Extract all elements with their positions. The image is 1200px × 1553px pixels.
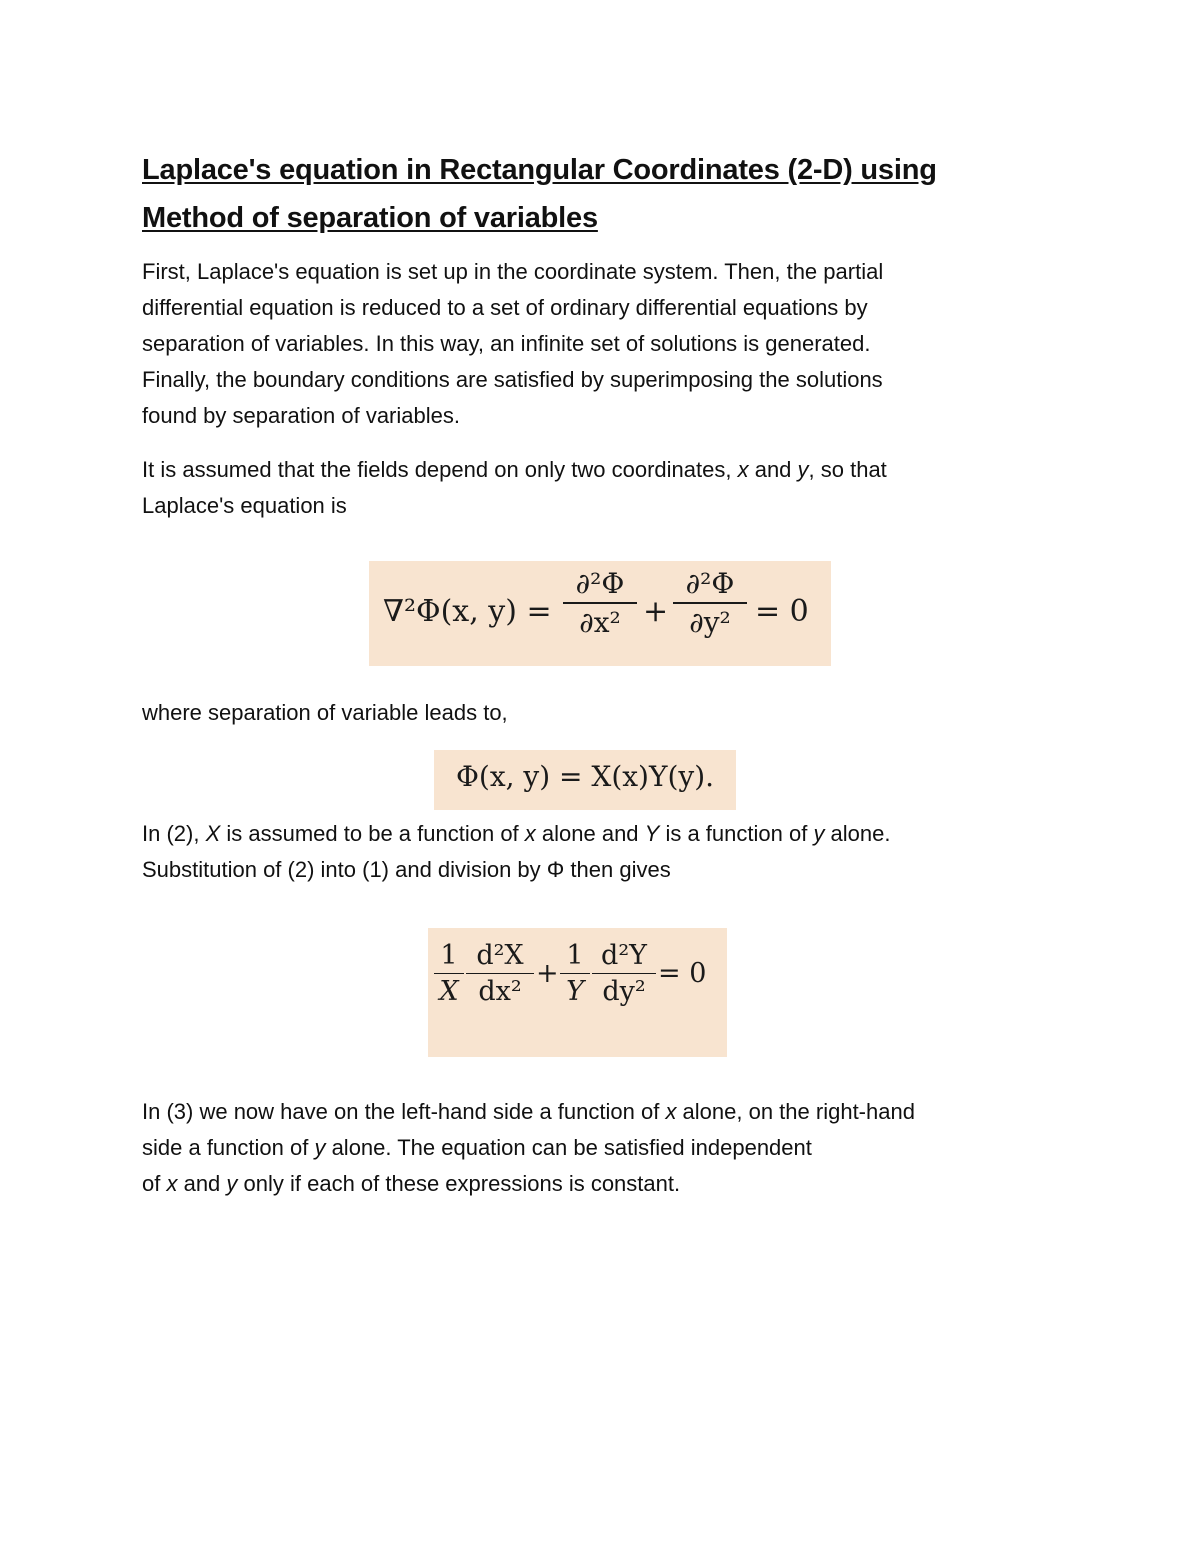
text-run: In (2),: [142, 821, 206, 846]
fraction-bar: [673, 602, 747, 604]
eq3-f3-den: Y: [566, 976, 584, 1007]
var-y: y: [797, 457, 809, 482]
eq2-text: Φ(x, y) = X(x)Y(y).: [455, 760, 715, 793]
intro-line: separation of variables. In this way, an infinite set of solutions is generated.: [142, 331, 871, 356]
text-run: In (3) we now have on the left-hand side a function of: [142, 1099, 666, 1124]
eq3-f3-num: 1: [566, 940, 584, 971]
text-run: and: [748, 457, 798, 482]
eq3-fraction-4: [592, 940, 656, 1007]
conclusion-paragraph: [142, 1094, 1052, 1202]
text-run: alone. The equation can be satisfied independent: [325, 1135, 812, 1160]
intro-line: differential equation is reduced to a set of ordinary differential equations by: [142, 295, 868, 320]
var-y: y: [226, 1171, 238, 1196]
explanation-line-2: Substitution of (2) into (1) and division by Φ then gives: [142, 857, 671, 882]
equation-2-separation: [434, 750, 736, 810]
intro-paragraph: [142, 254, 1022, 434]
text-run: is a function of: [659, 821, 814, 846]
text-run: of: [142, 1171, 167, 1196]
text-run: side a function of: [142, 1135, 315, 1160]
conclusion-line-2: [142, 1130, 1052, 1166]
var-x: x: [524, 821, 536, 846]
text-run: and: [177, 1171, 227, 1196]
eq1-fraction-y: [673, 567, 747, 639]
assumption-line-2: Laplace's equation is: [142, 493, 347, 518]
text-run: alone.: [824, 821, 891, 846]
fraction-bar: [434, 973, 464, 974]
eq3-f4-den: dy²: [602, 976, 646, 1007]
page-title: [142, 146, 1042, 242]
intro-line: Finally, the boundary conditions are satisfied by superimposing the solutions: [142, 367, 883, 392]
explanation-line-1: [142, 816, 1022, 852]
eq1-frac1-den: ∂x²: [579, 606, 621, 639]
fraction-bar: [592, 973, 656, 974]
var-y: y: [314, 1135, 326, 1160]
eq3-fraction-3: [560, 940, 590, 1007]
text-run: It is assumed that the fields depend on only two coordinates,: [142, 457, 738, 482]
var-Y: Y: [644, 821, 660, 846]
equation-3-divided: [428, 928, 727, 1057]
eq1-plus: +: [643, 594, 669, 629]
eq3-f1-num: 1: [440, 940, 458, 971]
text-run: , so that: [808, 457, 887, 482]
fraction-bar: [466, 973, 534, 974]
eq1-frac1-num: ∂²Φ: [575, 567, 625, 600]
text-run: alone and: [535, 821, 645, 846]
intro-line: First, Laplace's equation is set up in the coordinate system. Then, the partial: [142, 259, 884, 284]
conclusion-line-1: [142, 1094, 1052, 1130]
eq3-plus: +: [536, 958, 559, 989]
eq3-fraction-1: [434, 940, 464, 1007]
var-X: X: [205, 821, 221, 846]
var-x: x: [737, 457, 749, 482]
eq1-frac2-num: ∂²Φ: [685, 567, 735, 600]
var-x: x: [665, 1099, 677, 1124]
eq1-fraction-x: [563, 567, 637, 639]
eq1-frac2-den: ∂y²: [689, 606, 731, 639]
explanation-paragraph: [142, 816, 1022, 888]
text-run: alone, on the right-hand: [676, 1099, 915, 1124]
var-y: y: [813, 821, 825, 846]
assumption-paragraph: [142, 452, 1022, 524]
eq3-f1-den: X: [439, 976, 459, 1007]
eq3-rhs: = 0: [658, 958, 707, 989]
var-x: x: [166, 1171, 178, 1196]
equation-1-laplace: [369, 561, 831, 666]
assumption-line-1: [142, 452, 1022, 488]
eq3-fraction-2: [466, 940, 534, 1007]
eq3-f2-den: dx²: [478, 976, 522, 1007]
intro-line: found by separation of variables.: [142, 403, 460, 428]
fraction-bar: [560, 973, 590, 974]
eq3-f4-num: d²Y: [601, 940, 647, 971]
fraction-bar: [563, 602, 637, 604]
title-line-1: Laplace's equation in Rectangular Coordinates (2-D) using: [142, 154, 937, 186]
eq1-lhs: ∇²Φ(x, y) =: [383, 594, 552, 629]
eq3-f2-num: d²X: [476, 940, 524, 971]
text-run: is assumed to be a function of: [220, 821, 525, 846]
text-run: only if each of these expressions is constant.: [237, 1171, 681, 1196]
title-line-2: Method of separation of variables: [142, 202, 598, 234]
separation-text: where separation of variable leads to,: [142, 700, 508, 725]
eq1-rhs: = 0: [755, 594, 809, 629]
conclusion-line-3: [142, 1166, 1052, 1202]
